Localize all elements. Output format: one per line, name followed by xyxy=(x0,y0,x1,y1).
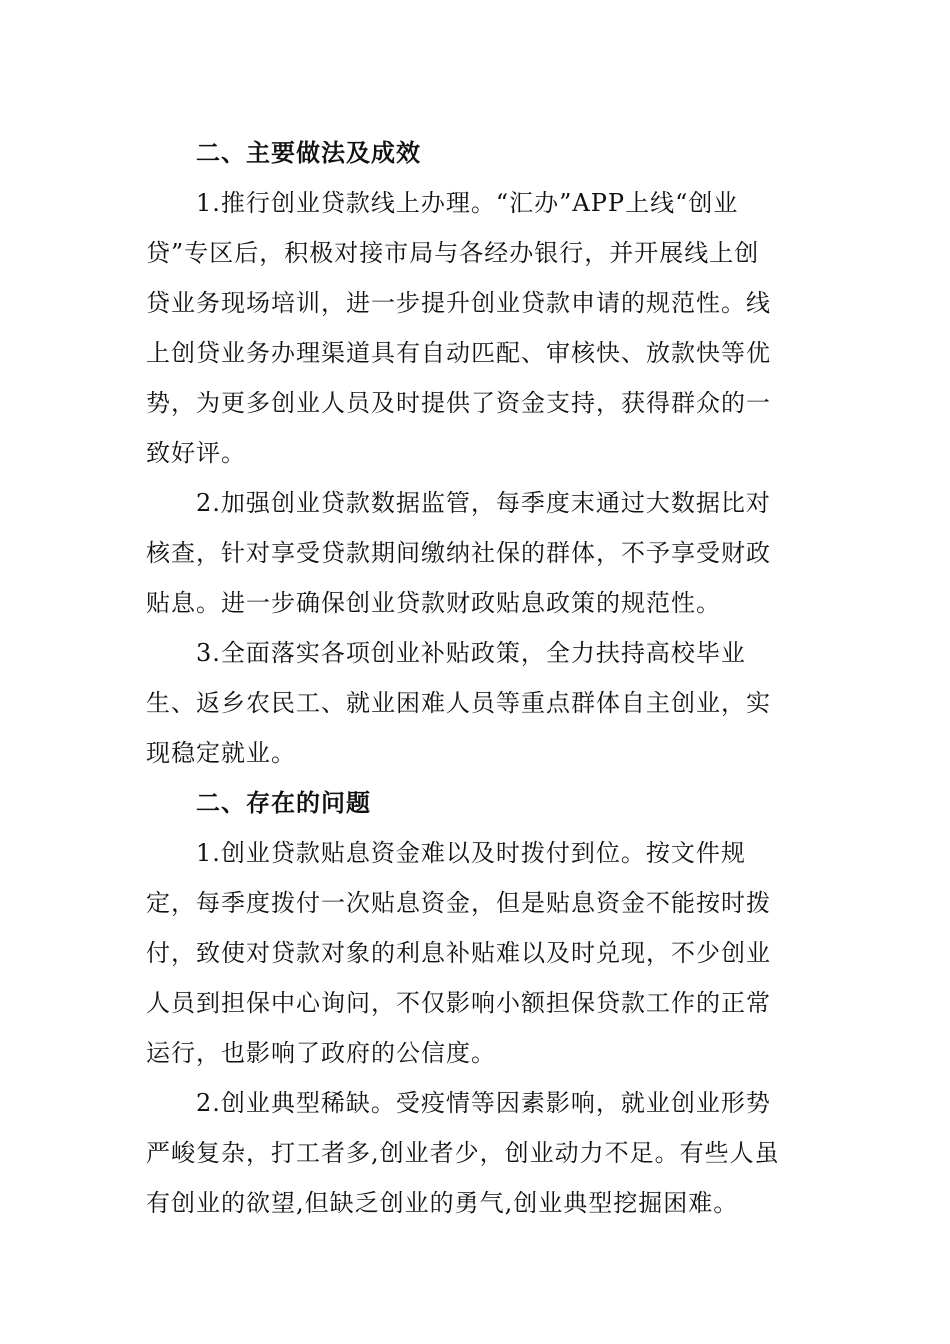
text-line: 势，为更多创业人员及时提供了资金支持，获得群众的一 xyxy=(146,389,771,417)
section-heading: 二、存在的问题 xyxy=(196,789,371,817)
text-line: 2.创业典型稀缺。受疫情等因素影响，就业创业形势 xyxy=(196,1089,771,1117)
text-line: 核查，针对享受贷款期间缴纳社保的群体，不予享受财政 xyxy=(146,539,771,567)
text-line: 运行，也影响了政府的公信度。 xyxy=(146,1039,496,1067)
paragraph-entrepreneur-scarcity xyxy=(146,1078,786,1228)
text-line: 上创贷业务办理渠道具有自动匹配、审核快、放款快等优 xyxy=(146,339,771,367)
paragraph-data-supervision xyxy=(146,478,786,628)
text-line: 定，每季度拨付一次贴息资金，但是贴息资金不能按时拨 xyxy=(146,889,771,917)
text-line: 付，致使对贷款对象的利息补贴难以及时兑现，不少创业 xyxy=(146,939,771,967)
text-line: 人员到担保中心询问，不仅影响小额担保贷款工作的正常 xyxy=(146,989,771,1017)
document-body xyxy=(146,128,786,1228)
text-line: 3.全面落实各项创业补贴政策，全力扶持高校毕业 xyxy=(196,639,746,667)
text-line: 有创业的欲望,但缺乏创业的勇气,创业典型挖掘困难。 xyxy=(146,1189,739,1217)
text-line: 致好评。 xyxy=(146,439,246,467)
text-line: 生、返乡农民工、就业困难人员等重点群体自主创业，实 xyxy=(146,689,771,717)
paragraph-online-loan xyxy=(146,178,786,478)
text-line: 1.创业贷款贴息资金难以及时拨付到位。按文件规 xyxy=(196,839,746,867)
paragraph-interest-funds xyxy=(146,828,786,1078)
text-line: 现稳定就业。 xyxy=(146,739,296,767)
section-existing-problems xyxy=(146,778,786,1228)
text-line: 2.加强创业贷款数据监管，每季度末通过大数据比对 xyxy=(196,489,771,517)
section-main-practices xyxy=(146,128,786,778)
section-heading: 二、主要做法及成效 xyxy=(196,139,421,167)
text-line: 贴息。进一步确保创业贷款财政贴息政策的规范性。 xyxy=(146,589,721,617)
text-line: 贷业务现场培训，进一步提升创业贷款申请的规范性。线 xyxy=(146,289,771,317)
paragraph-subsidy-policy xyxy=(146,628,786,778)
text-line: 贷”专区后，积极对接市局与各经办银行，并开展线上创 xyxy=(146,239,760,267)
text-line: 1.推行创业贷款线上办理。“汇办”APP上线“创业 xyxy=(196,189,739,217)
text-line: 严峻复杂，打工者多,创业者少，创业动力不足。有些人虽 xyxy=(146,1139,780,1167)
